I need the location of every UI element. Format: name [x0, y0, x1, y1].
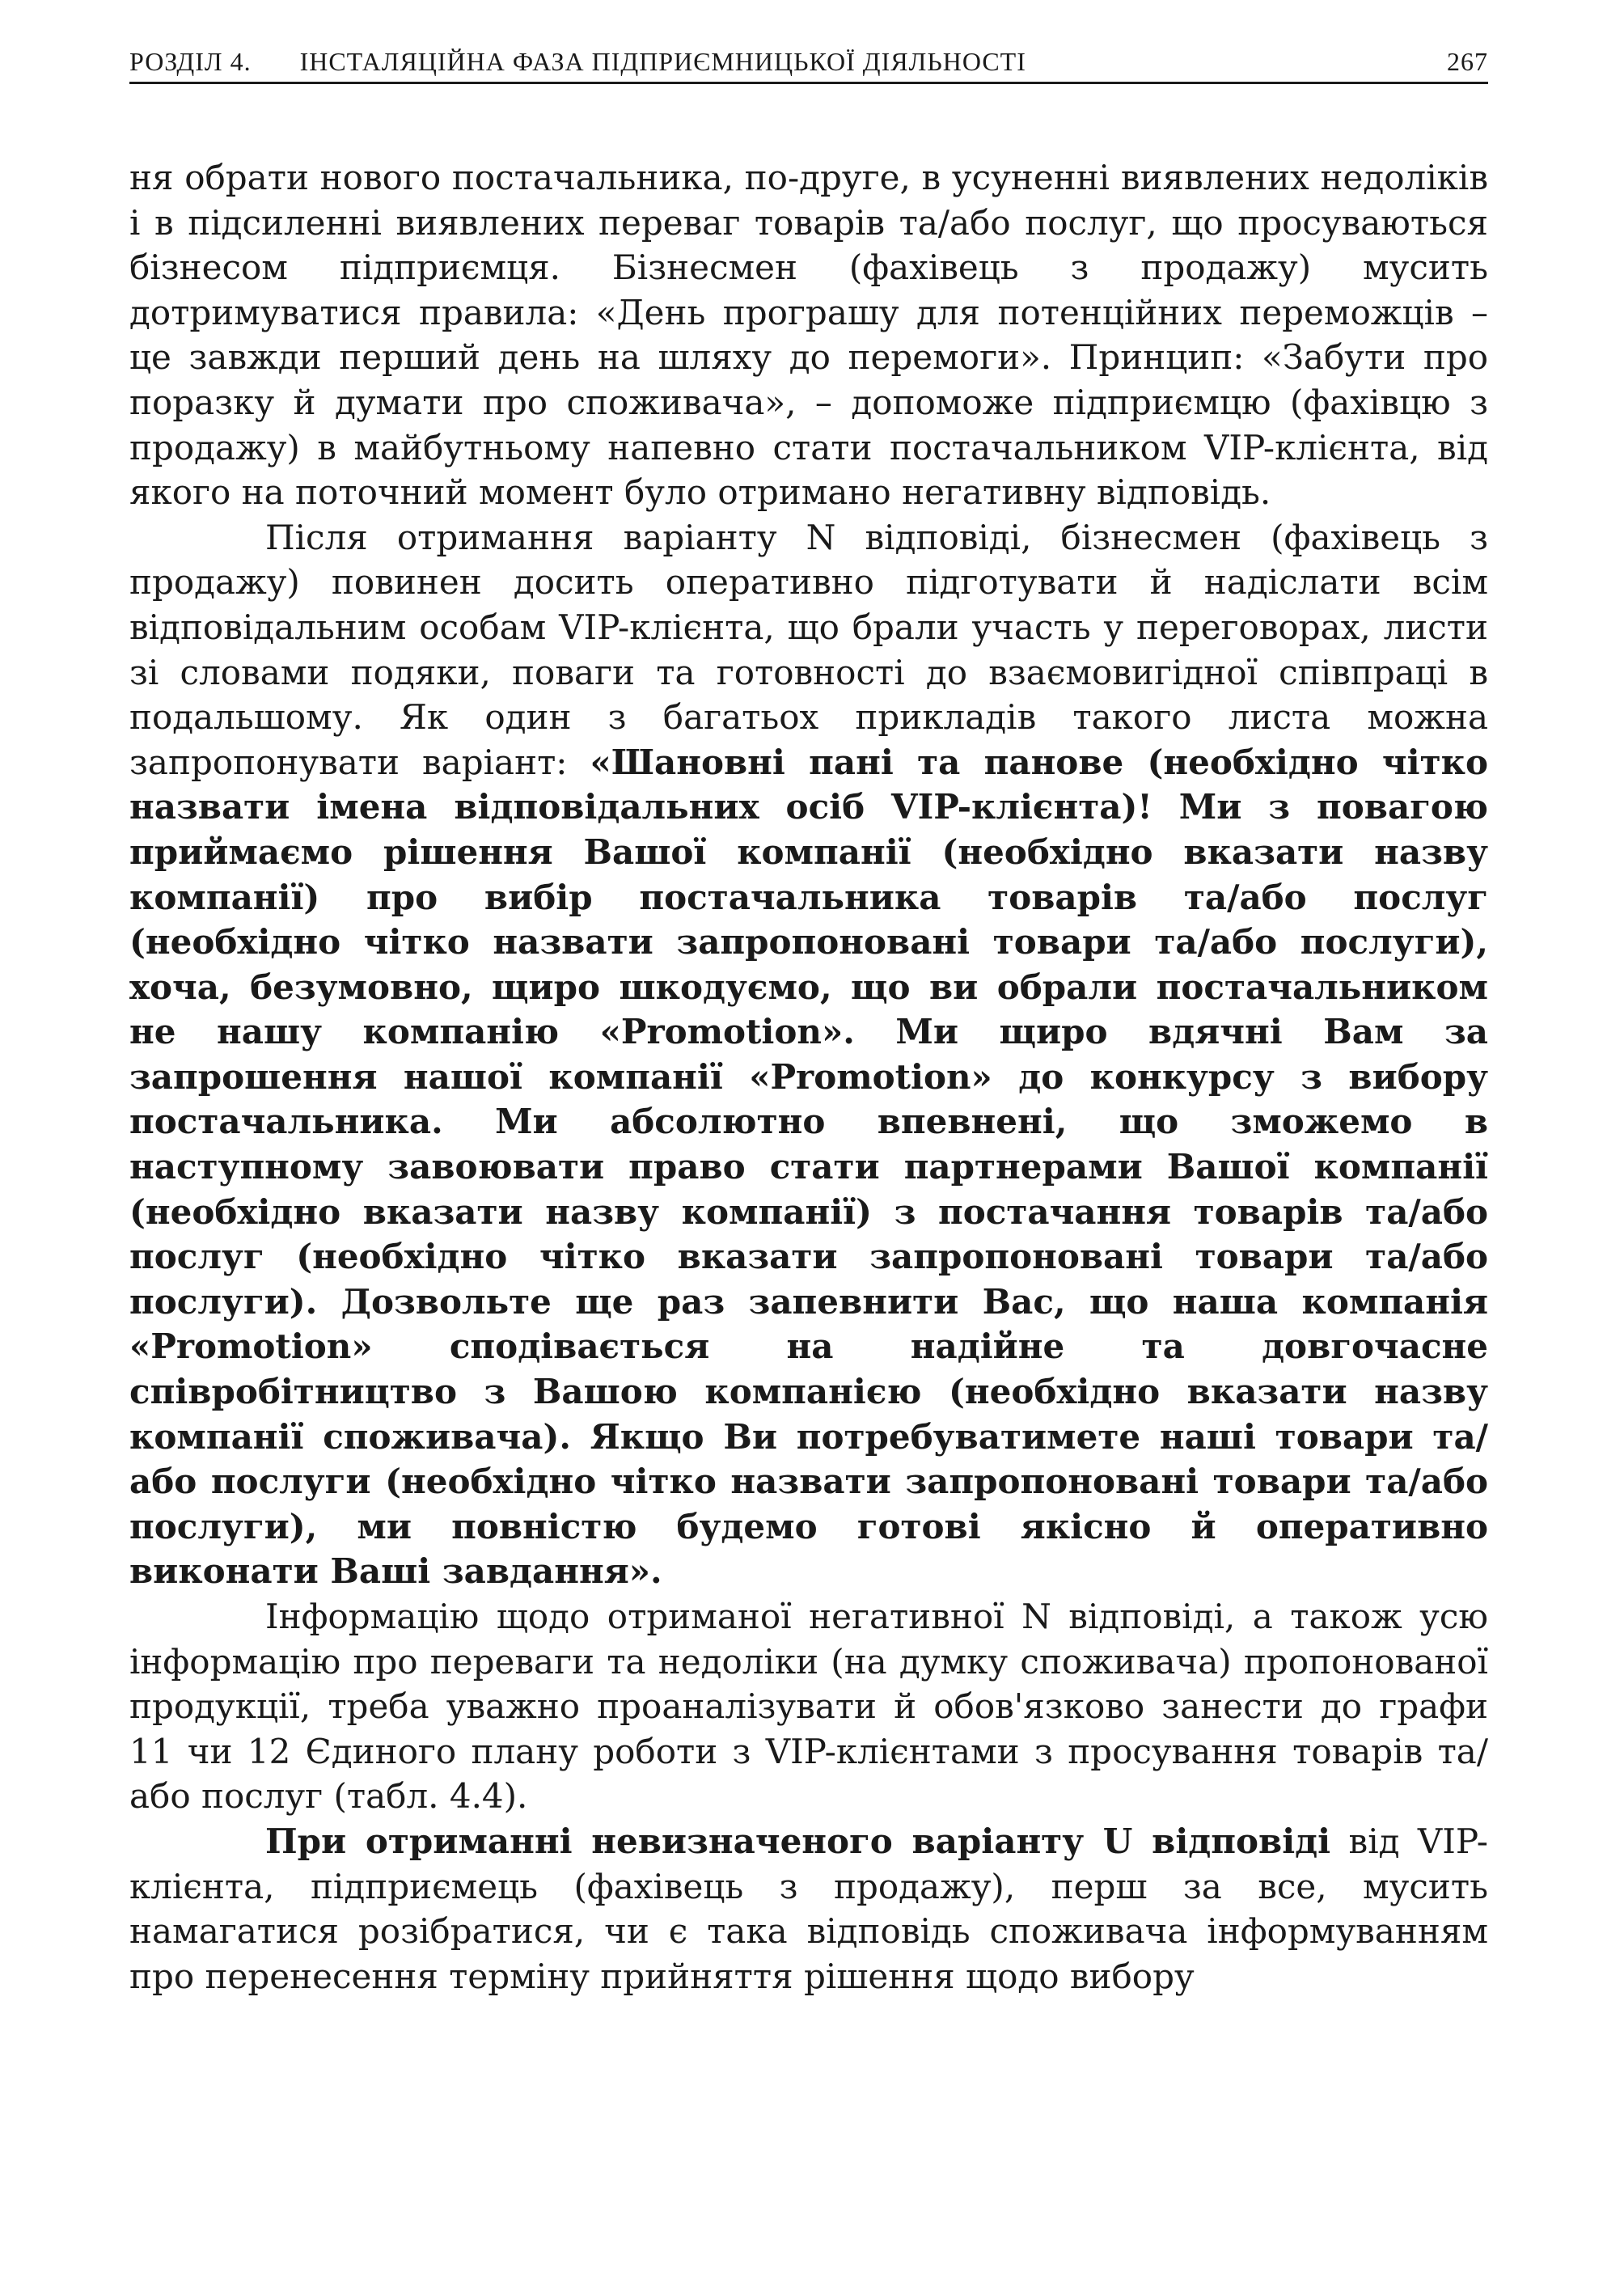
undefined-answer-heading: При отриманні невизначеного варіанту U відповіді: [265, 1821, 1331, 1861]
paragraph-negative-answer: Інформацію щодо отриманої негативної N відповіді, а також усю інформацію про переваги та недоліки (на думку споживача) пропонованої продукції, треба уважно проаналізувати й обов'язково занести до графи 11 чи 12 Єдиного плану роботи з VIP-клієнтами з просування товарів та/або послуг (табл. 4.4).: [129, 1597, 1488, 1817]
letter-example-text: «Шановні пані та панове (необхідно чітко назвати імена відповідальних осіб VIP-клієнта)! Ми з повагою приймаємо рішення Вашої компанії (необхідно вказати назву компанії) про вибір постачальника товарів та/або послуг (необхідно чітко назвати запропоновані товари та/або послуги), хоча, безумовно, щиро шкодуємо, що ви обрали постачальником не нашу компанію «Promotion». Ми щиро вдячні Вам за запрошення нашої компанії «Promotion» до конкурсу з вибору постачальника. Ми абсолютно впевнені, що зможемо в наступному завоювати право стати партнерами Вашої компанії (необхідно вказати назву компанії) з постачання товарів та/або послуг (необхідно чітко вказати запропоновані товари та/або послуги). Дозвольте ще раз запевнити Вас, що наша компанія «Promotion» сподівається на надійне та довгочасне співробітництво з Вашою компанією (необхідно вказати назву компанії споживача). Якщо Ви потребуватимете наші товари та/або послуги (необхідно чітко назвати запропоновані товари та/або послуги), ми повністю будемо готові якісно й оперативно виконати Ваші завдання».: [129, 742, 1488, 1592]
paragraph-text: від VIP-клієнта, підприємець (фахівець з продажу), перш за все, мусить намагатися розібратися, чи є така відповідь споживача інформуванням про перенесення терміну прийняття рішення щодо вибору: [129, 1821, 1488, 1996]
paragraph-letter-example: [129, 515, 1488, 1594]
running-header-left: [129, 47, 1026, 77]
chapter-label: РОЗДІЛ 4.: [129, 47, 252, 76]
paragraph-undefined-answer: [129, 1819, 1488, 1999]
page-number: 267: [1447, 47, 1488, 76]
chapter-title: ІНСТАЛЯЦІЙНА ФАЗА ПІДПРИЄМНИЦЬКОЇ ДІЯЛЬНОСТІ: [299, 47, 1026, 76]
paragraph-text: Після отримання варіанту N відповіді, бізнесмен (фахівець з продажу) повинен досить оперативно підготувати й надіслати всім відповідальним особам VIP-клієнта, що брали участь у переговорах, листи зі словами подяки, поваги та готовності до взаємовигідної співпраці в подальшому. Як один з багатьох прикладів такого листа можна запропонувати варіант:: [129, 517, 1488, 782]
running-header: [129, 47, 1488, 84]
paragraph-continuation: ня обрати нового постачальника, по-друге, в усуненні виявлених недоліків і в підсиленні виявлених переваг товарів та/або послуг, що просуваються бізнесом підприємця. Бізнесмен (фахівець з продажу) мусить дотримуватися правила: «День програшу для потенційних переможців – це завжди перший день на шляху до перемоги». Принцип: «Забути про поразку й думати про споживача», – допоможе підприємцю (фахівцю з продажу) в майбутньому напевно стати постачальником VIP-клієнта, від якого на поточний момент було отримано негативну відповідь.: [129, 158, 1488, 513]
document-page: [129, 47, 1488, 1999]
body-text: [129, 155, 1488, 1999]
